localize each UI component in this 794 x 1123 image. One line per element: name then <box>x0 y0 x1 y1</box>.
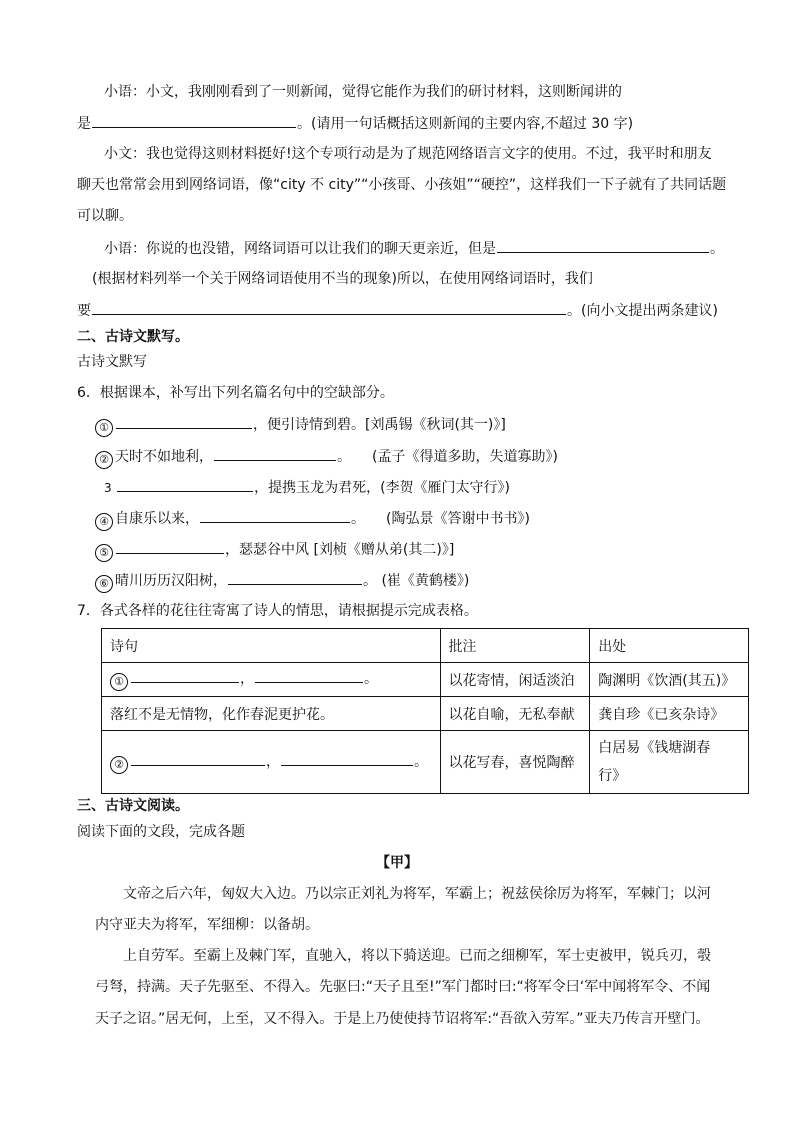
table-cell-source <box>590 731 749 794</box>
dialogue-line-5: 可以聊。 <box>77 208 133 224</box>
q6-blank-5[interactable] <box>116 539 224 554</box>
answer-blank-misuse-example[interactable] <box>497 238 709 253</box>
table-cell-poem <box>102 731 441 794</box>
section-2-title: 二、古诗文默写。 <box>77 329 189 345</box>
table-row <box>102 663 749 697</box>
q6-blank-2[interactable] <box>214 446 336 461</box>
table-cell-poem: 落红不是无情物，化作春泥更护花。 <box>102 697 441 731</box>
dialogue-line-2 <box>77 113 633 134</box>
q6-item-2-after: 。 (孟子《得道多助，失道寡助》) <box>337 449 558 465</box>
item-number-1: ① <box>95 419 113 437</box>
table-header-row <box>102 629 749 663</box>
q6-item-6 <box>95 570 469 593</box>
question-7-prompt: 7．各式各样的花往往寄寓了诗人的情思，请根据提示完成表格。 <box>77 603 478 619</box>
q6-item-2-before: 天时不如地利， <box>115 449 213 465</box>
dialogue-line-3: 小文：我也觉得这则材料挺好!这个专项行动是为了规范网络语言文字的使用。不过，我平时和朋友 <box>104 146 712 162</box>
row-number-2: ② <box>110 756 128 774</box>
dialogue-line-2-start: 是 <box>77 116 91 132</box>
source-line-2: 行》 <box>598 768 627 784</box>
answer-blank-news-summary[interactable] <box>92 113 296 128</box>
q6-item-5-text: ，瑟瑟谷中风 [刘桢《赠从弟(其二)》] <box>225 542 455 558</box>
passage-p2-line-2: 弓弩，持满。天子先驱至、不得入。先驱曰:“天子且至!”军门都时曰:“将军令曰‘军中闻将军令、不闻 <box>95 979 711 995</box>
table-cell-source: 龚自珍《已亥杂诗》 <box>590 697 749 731</box>
dialogue-line-6 <box>104 238 724 259</box>
dialogue-line-7: (根据材料列举一个关于网络词语使用不当的现象)所以，在使用网络词语时，我们 <box>92 271 593 287</box>
item-number-3: 3 <box>104 481 112 495</box>
question-6-prompt: 6．根据课本，补写出下列名篇名句中的空缺部分。 <box>77 385 394 401</box>
passage-p1-line-2: 内守亚夫为将军，军细柳：以备胡。 <box>95 917 319 933</box>
item-number-2: ② <box>95 451 113 469</box>
table-header-source: 出处 <box>590 629 749 663</box>
dialogue-line-6-start: 小语：你说的也没错，网络词语可以让我们的聊天更亲近，但是 <box>104 241 496 257</box>
table-blank-1a[interactable] <box>131 668 239 683</box>
section-3-title: 三、古诗文阅读。 <box>77 798 189 814</box>
comma: ， <box>240 671 254 687</box>
dialogue-line-8-end: 。(向小文提出两条建议) <box>567 303 718 319</box>
q6-blank-3[interactable] <box>117 477 253 492</box>
item-number-4: ④ <box>95 513 113 531</box>
answer-blank-suggestions[interactable] <box>92 300 566 315</box>
table-cell-poem <box>102 663 441 697</box>
dialogue-line-6-end: 。 <box>710 241 724 257</box>
passage-p2-line-1: 上自劳军。至霸上及棘门军，直驰入，将以下骑送迎。已而之细柳军，军士吏被甲，锐兵刃，彀 <box>123 948 711 964</box>
table-cell-note: 以花寄情，闲适淡泊 <box>440 663 590 697</box>
q6-item-3-text: ，提携玉龙为君死，(李贺《雁门太守行》) <box>254 480 511 496</box>
table-blank-2b[interactable] <box>281 751 413 766</box>
q6-blank-1[interactable] <box>116 414 252 429</box>
q6-item-3 <box>104 477 510 498</box>
period: 。 <box>364 671 378 687</box>
q6-item-4-before: 自康乐以来， <box>115 511 199 527</box>
passage-heading: 【甲】 <box>376 855 418 871</box>
q6-item-1 <box>95 414 506 437</box>
dialogue-line-1: 小语：小文，我刚刚看到了一则新闻，觉得它能作为我们的研讨材料，这则断闻讲的 <box>104 84 622 100</box>
dialogue-line-2-end: 。(请用一句话概括这则新闻的主要内容,不超过 30 字) <box>297 116 634 132</box>
table-cell-note: 以花写春，喜悦陶醉 <box>440 731 590 794</box>
q6-item-1-text: ，便引诗情到碧。[刘禹锡《秋词(其一)》] <box>253 417 506 433</box>
q6-blank-6[interactable] <box>228 570 362 585</box>
dialogue-line-8-start: 要 <box>77 303 91 319</box>
passage-p1-line-1: 文帝之后六年，匈奴大入边。乃以宗正刘礼为将军，军霸上；祝兹侯徐厉为将军，军棘门；以河 <box>123 886 711 902</box>
comma: ， <box>266 753 280 770</box>
dialogue-line-8 <box>77 300 718 321</box>
item-number-6: ⑥ <box>95 575 113 593</box>
q6-blank-4[interactable] <box>200 508 350 523</box>
q6-item-6-before: 晴川历历汉阳树， <box>115 573 227 589</box>
q6-item-4-after: 。 (陶弘景《答谢中书书》) <box>351 511 530 527</box>
table-row <box>102 697 749 731</box>
source-line-1: 白居易《钱塘湖春 <box>598 740 711 756</box>
table-header-note: 批注 <box>440 629 590 663</box>
table-cell-note: 以花自喻，无私奉献 <box>440 697 590 731</box>
period: 。 <box>414 753 428 770</box>
flower-poem-table <box>101 628 749 794</box>
table-row <box>102 731 749 794</box>
section-2-subtitle: 古诗文默写 <box>77 354 147 370</box>
q6-item-6-after: 。 (崔《黄鹤楼》) <box>363 573 470 589</box>
row-number-1: ① <box>110 673 128 691</box>
q6-item-2 <box>95 446 558 469</box>
table-header-poem: 诗句 <box>102 629 441 663</box>
item-number-5: ⑤ <box>95 544 113 562</box>
passage-p2-line-3: 天子之诏。”居无何，上至，又不得入。于是上乃使使持节诏将军:“吾欲入劳军。”亚夫乃传言开壁门。 <box>95 1011 710 1027</box>
q6-item-5 <box>95 539 454 562</box>
section-3-subtitle: 阅读下面的文段，完成各题 <box>77 824 245 840</box>
table-blank-2a[interactable] <box>131 751 265 766</box>
table-blank-1b[interactable] <box>255 668 363 683</box>
q6-item-4 <box>95 508 530 531</box>
table-cell-source: 陶渊明《饮酒(其五)》 <box>590 663 749 697</box>
dialogue-line-4: 聊天也常常会用到网络词语，像“city 不 city”“小孩哥、小孩姐”“硬控”，这样我们一下子就有了共同话题 <box>77 177 727 193</box>
